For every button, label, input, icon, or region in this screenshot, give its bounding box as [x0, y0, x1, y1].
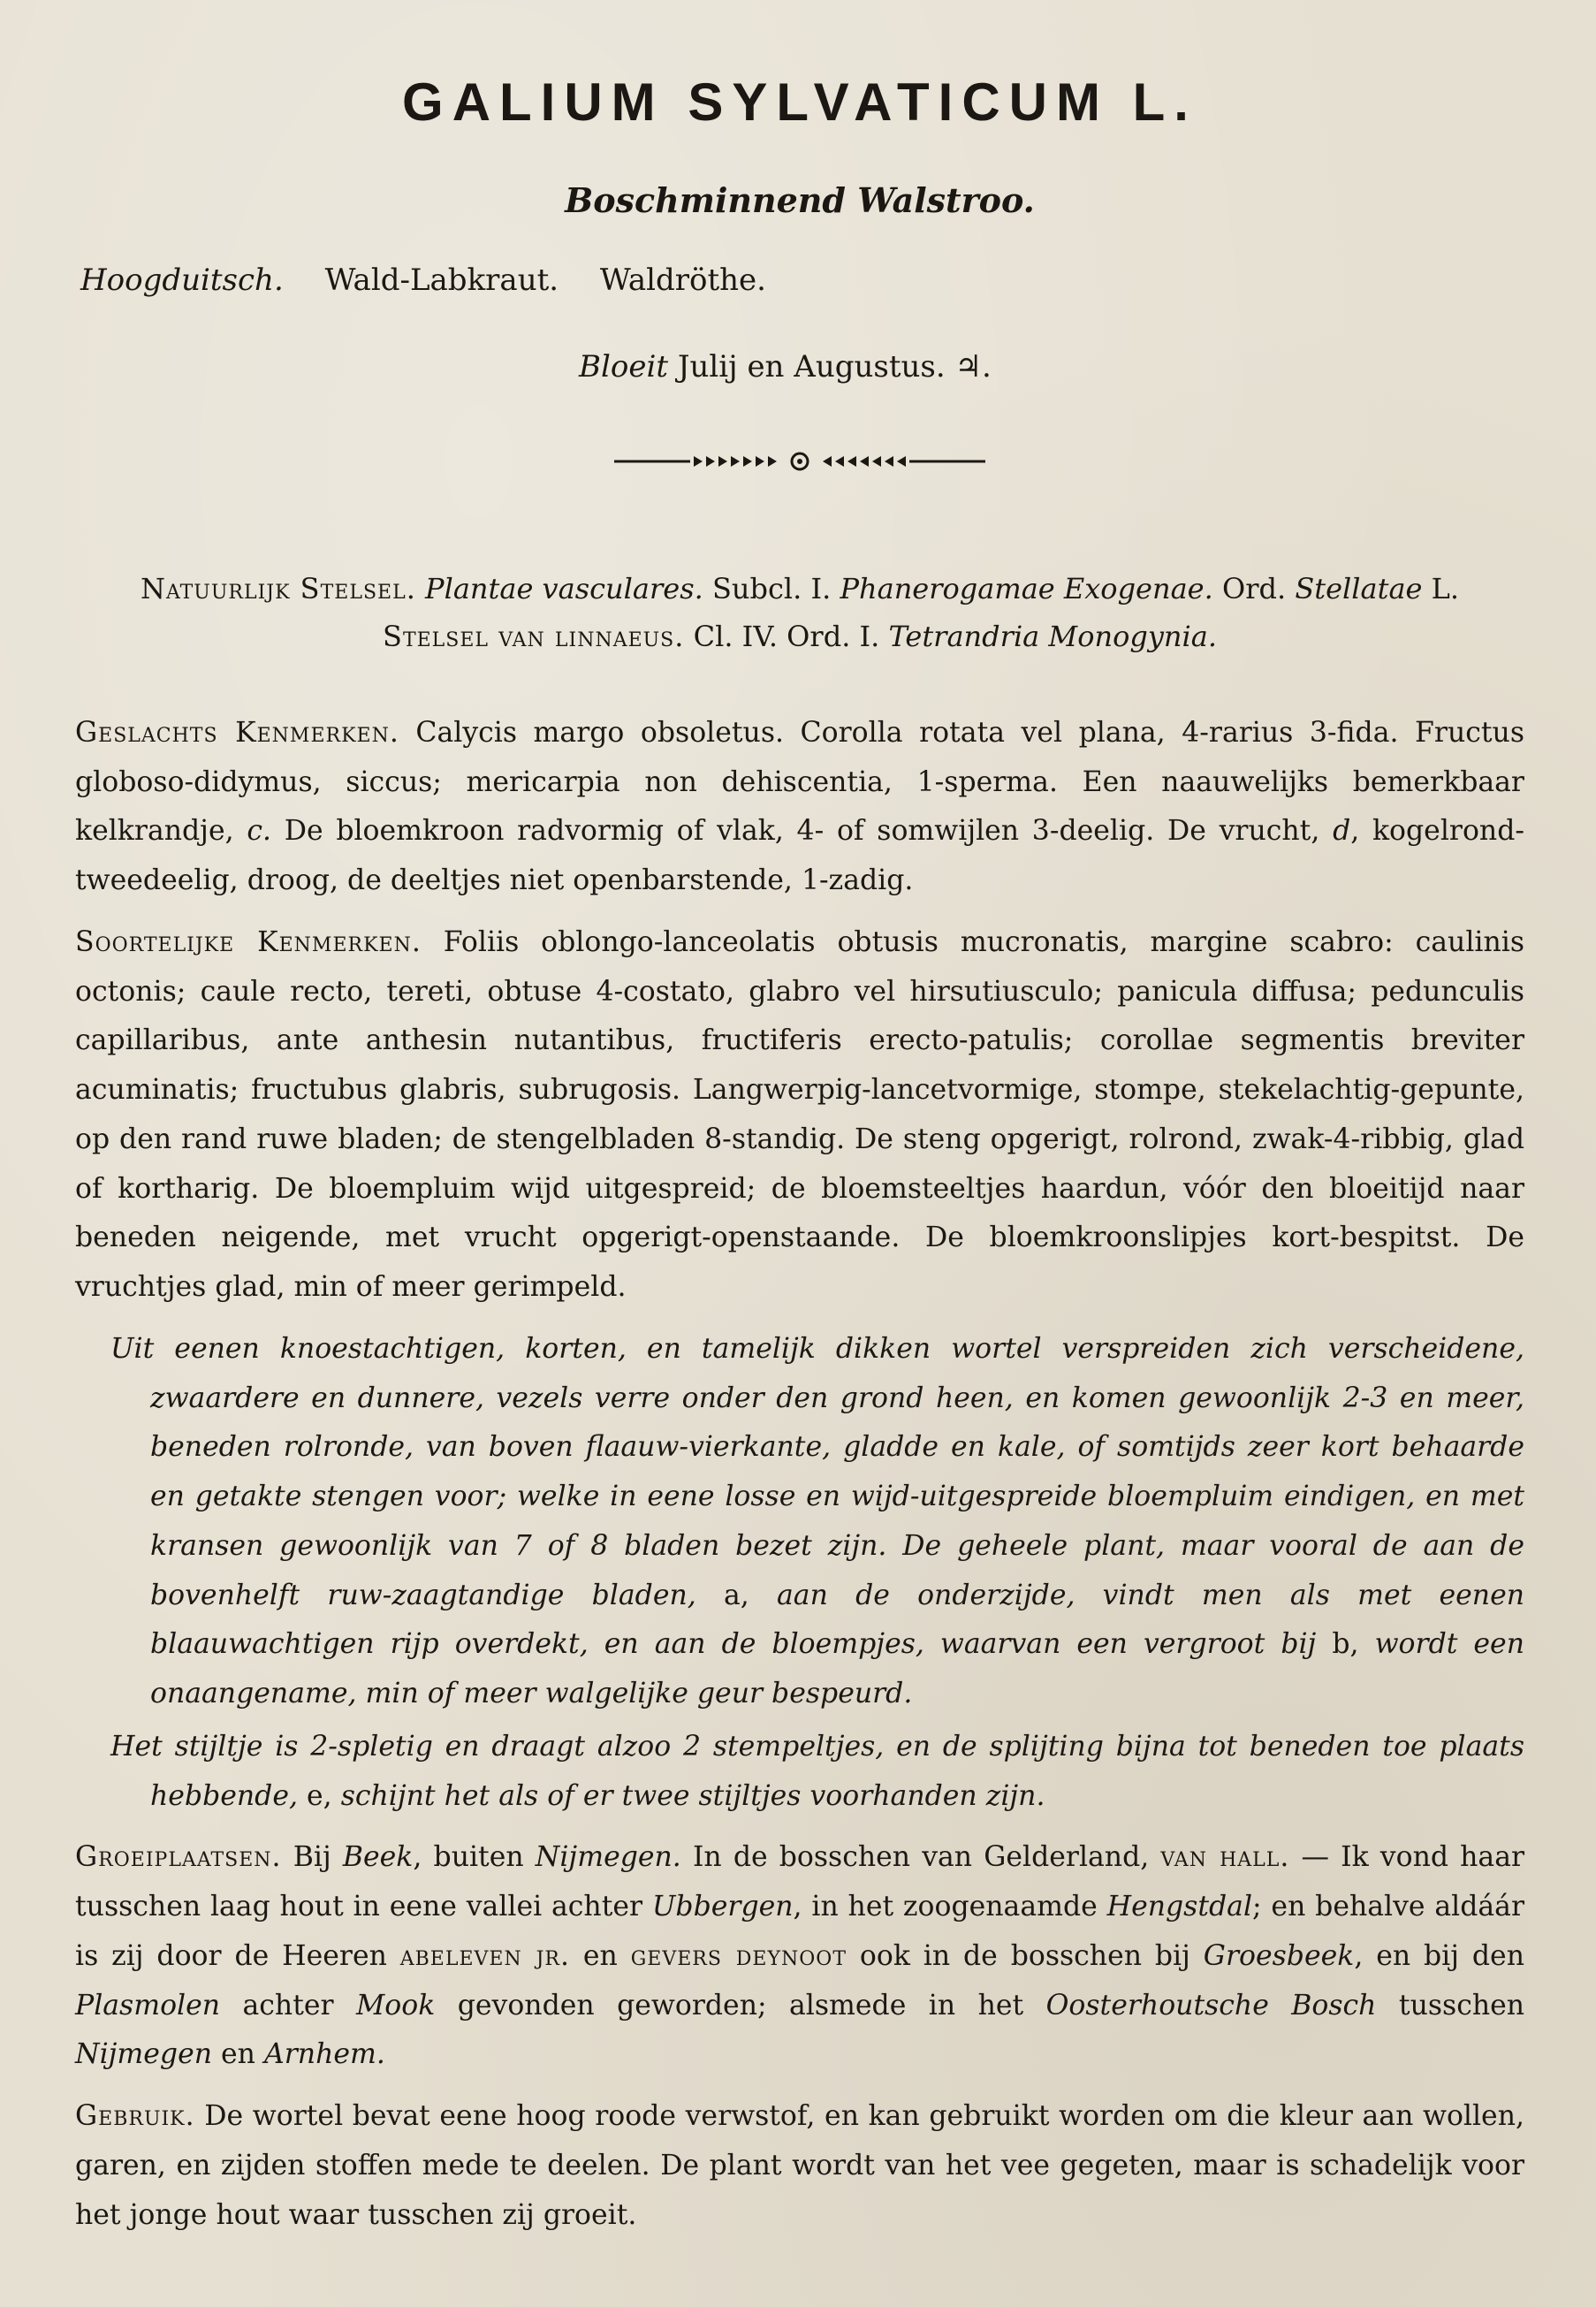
natural-system-order-name: Stellatae [1295, 572, 1423, 605]
vernacular-name: Boschminnend Walstroo. [565, 180, 1035, 220]
linnaeus-class: Cl. IV. Ord. I. [693, 620, 880, 654]
habitat-text: gevonden geworden; alsmede in het [457, 1989, 1024, 2021]
linnaeus-system-label: Stelsel van linnaeus. [383, 620, 685, 654]
description-1-ref-b: b, [1332, 1628, 1359, 1661]
place-name: Beek [342, 1841, 414, 1874]
habitat-text: Bij [293, 1841, 331, 1874]
place-name: Groesbeek [1203, 1939, 1355, 1972]
habitat-paragraph [75, 1833, 1524, 2080]
page [75, 53, 1524, 2263]
place-name: Mook [356, 1989, 436, 2021]
genus-characters [75, 709, 1524, 906]
habitat-text: en [582, 1939, 618, 1972]
person-name: gevers deynoot [630, 1939, 847, 1972]
habitat-label: Groeiplaatsen. [75, 1841, 282, 1874]
habitat-text: , in het zoogenaamde [793, 1891, 1098, 1923]
natural-system-author: L. [1431, 572, 1460, 605]
description-1-text-1: Uit eenen knoestachtigen, korten, en tamelijk dikken wortel verspreiden zich verscheidene, zwaardere en dunnere, vezels verre onder den grond heen, en komen gewoonlijk 2-3 en meer, beneden rolronde, van boven flaauw-vierkante, gladde en kale, of somtijds zeer kort behaarde en getakte stengen voor; welke in eene losse en wijd-uitgespreide bloempluim eindigen, en met kransen gewoonlijk van 7 of 8 bladen bezet zijn. De geheele plant, maar vooral de aan de bovenhelft ruw-zaagtandige bladen, [110, 1332, 1524, 1611]
german-name-1: Wald-Labkraut. [324, 263, 559, 298]
natural-system-subclass-name: Phanerogamae Exogenae. [840, 572, 1213, 605]
genus-label: Geslachts Kenmerken. [75, 716, 399, 749]
linnaeus-class-name: Tetrandria Monogynia. [888, 620, 1217, 654]
bloom-text: Julij en Augustus. [677, 349, 946, 384]
bloom-label: Bloeit [579, 349, 668, 384]
person-name: abeleven jr. [399, 1939, 571, 1972]
german-label: Hoogduitsch. [80, 263, 284, 298]
habitat-text: , buiten [413, 1841, 524, 1874]
description-2-text-1: Het stijltje is 2-spletig en draagt alzoo 2 stempeltjes, en de splijting bijna tot beneden toe plaats hebbende, [110, 1730, 1524, 1812]
place-name: Arnhem. [263, 2038, 385, 2071]
place-name: Nijmegen [75, 2038, 213, 2071]
habitat-text: ook in de bosschen bij [859, 1939, 1190, 1972]
description-paragraph-1 [75, 1325, 1524, 1719]
place-name: Hengstdal [1106, 1891, 1253, 1923]
place-name: Nijmegen. [535, 1841, 681, 1874]
natural-system-subclass: Subcl. I. [711, 572, 832, 605]
use-paragraph [75, 2092, 1524, 2240]
species-label: Soortelijke Kenmerken. [75, 925, 422, 958]
classification-block [75, 565, 1524, 661]
bloom-line [579, 349, 1524, 384]
habitat-text: achter [242, 1989, 334, 2021]
description-1-text-2: aan de onderzijde, vindt men als met eenen blaauwachtigen rijp overdekt, en aan de bloempjes, waarvan een vergroot bij [150, 1579, 1525, 1661]
habitat-text: , en bij den [1354, 1939, 1524, 1972]
person-name: van hall. [1160, 1841, 1290, 1874]
description-2-ref-e: e, [307, 1779, 332, 1812]
habitat-text: en [221, 2038, 255, 2071]
linnaeus-system-line [75, 613, 1524, 660]
use-text: De wortel bevat eene hoog roode verwstof, en kan gebruikt worden om die kleur aan wollen, garen, en zijden stoffen mede te deelen. De plant wordt van het vee gegeten, maar is schadelijk voor het jonge hout waar tusschen zij groeit. [75, 2100, 1525, 2231]
natural-system-ord: Ord. [1221, 572, 1287, 605]
species-characters [75, 918, 1524, 1313]
ornament-divider-icon [614, 448, 985, 475]
use-label: Gebruik. [75, 2100, 195, 2133]
natural-system-label: Natuurlijk Stelsel. [140, 572, 416, 605]
habitat-text: In de bosschen van Gelderland, [692, 1841, 1150, 1874]
description-paragraph-2 [75, 1723, 1524, 1822]
german-name-2: Waldröthe. [599, 263, 766, 298]
genus-text-2: De bloemkroon radvormig of vlak, 4- of somwijlen 3-deelig. De vrucht, [284, 815, 1320, 848]
place-name: Oosterhoutsche Bosch [1045, 1989, 1377, 2021]
habitat-text: tusschen [1398, 1989, 1525, 2021]
place-name: Ubbergen [651, 1891, 794, 1923]
habitat-text: ; en behalve aldáár is zij door de Heeren [75, 1891, 1525, 1972]
habitat-text: — Ik vond haar tusschen laag hout in eene vallei achter [75, 1841, 1525, 1923]
perennial-symbol: ♃. [954, 349, 992, 384]
genus-text-3: , kogelrond-tweedeelig, droog, de deeltjes niet openbarstende, 1-zadig. [75, 815, 1525, 897]
german-names [80, 263, 1524, 298]
natural-system-class: Plantae vasculares. [425, 572, 703, 605]
species-text: Foliis oblongo-lanceolatis obtusis mucronatis, margine scabro: caulinis octonis; caule recto, tereti, obtuse 4-costato, glabro vel hirsutiusculo; panicula diffusa; pedunculis capillaribus, ante anthesin nutantibus, fructiferis erecto-patulis; corollae segmentis breviter acuminatis; fructubus glabris, subrugosis. Langwerpig-lancetvormige, stompe, stekelachtig-gepunte, op den rand ruwe bladen; de stengelbladen 8-standig. De steng opgerigt, rolrond, zwak-4-ribbig, glad of kortharig. De bloempluim wijd uitgespreid; de bloemsteeltjes haardun, vóór den bloeitijd naar beneden neigende, met vrucht opgerigt-openstaande. De bloemkroonslipjes kort-bespitst. De vruchtjes glad, min of meer gerimpeld. [75, 925, 1524, 1304]
description-2-text-2: schijnt het als of er twee stijltjes voorhanden zijn. [340, 1779, 1045, 1812]
page-title: GALIUM SYLVATICUM L. [402, 72, 1197, 132]
place-name: Plasmolen [75, 1989, 221, 2021]
genus-ref-d: d [1333, 815, 1351, 848]
description-1-ref-a: a, [724, 1579, 749, 1611]
genus-ref-c: c. [247, 815, 271, 848]
description-1-text-3: wordt een onaangename, min of meer walgelijke geur bespeurd. [150, 1628, 1524, 1710]
genus-text-1: Calycis margo obsoletus. Corolla rotata vel plana, 4-rarius 3-fida. Fructus globoso-didymus, siccus; mericarpia non dehiscentia, 1-sperma. Een naauwelijks bemerkbaar kelkrandje, [75, 716, 1524, 848]
natural-system-line [75, 565, 1524, 613]
